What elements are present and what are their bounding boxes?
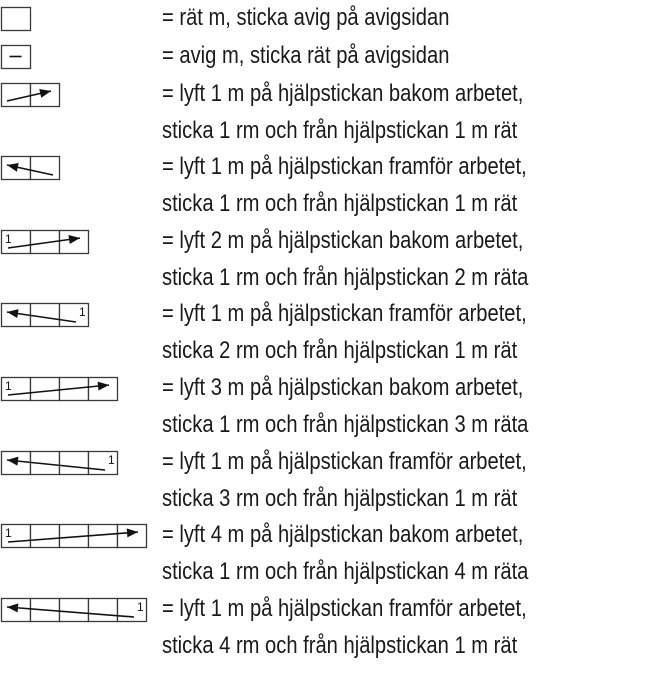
symbol-5 <box>2 231 89 254</box>
legend-text-4-2: sticka 1 rm och från hjälpstickan 1 m rät <box>162 190 518 217</box>
legend-text-8-1: = lyft 1 m på hjälpstickan framför arbetet, <box>162 448 527 475</box>
symbol-9 <box>2 525 147 548</box>
stitch-count-label: 1 <box>79 305 86 319</box>
symbol-2 <box>2 46 31 69</box>
legend-text-2-1: = avig m, sticka rät på avigsidan <box>162 42 450 69</box>
legend-text-9-2: sticka 1 rm och från hjälpstickan 4 m räta <box>162 558 529 585</box>
symbol-10 <box>2 599 147 622</box>
symbol-cell <box>118 525 147 548</box>
symbol-4 <box>2 157 60 180</box>
legend-text-5-2: sticka 1 rm och från hjälpstickan 2 m räta <box>162 264 529 291</box>
stitch-count-label: 1 <box>108 453 115 467</box>
symbol-cell <box>60 231 89 254</box>
stitch-count-label: 1 <box>5 379 12 393</box>
symbol-cell <box>31 378 60 401</box>
symbol-cell <box>89 599 118 622</box>
legend-text-8-2: sticka 3 rm och från hjälpstickan 1 m rät <box>162 485 518 512</box>
symbol-cell <box>60 599 89 622</box>
symbol-cell <box>60 452 89 475</box>
legend-text-9-1: = lyft 4 m på hjälpstickan bakom arbetet, <box>162 521 524 548</box>
symbol-cell <box>89 378 118 401</box>
legend-text-4-1: = lyft 1 m på hjälpstickan framför arbetet, <box>162 153 527 180</box>
legend-text-10-2: sticka 4 rm och från hjälpstickan 1 m rät <box>162 632 518 659</box>
legend-text-5-1: = lyft 2 m på hjälpstickan bakom arbetet, <box>162 227 524 254</box>
symbol-cell <box>31 525 60 548</box>
stitch-count-label: 1 <box>5 526 12 540</box>
symbol-cell <box>31 157 60 180</box>
legend-text-1-1: = rät m, sticka avig på avigsidan <box>162 4 450 31</box>
legend-text-7-1: = lyft 3 m på hjälpstickan bakom arbetet, <box>162 374 524 401</box>
symbol-8 <box>2 452 118 475</box>
legend-text-7-2: sticka 1 rm och från hjälpstickan 3 m räta <box>162 411 529 438</box>
symbol-cell <box>2 8 31 31</box>
symbol-1 <box>2 8 31 31</box>
legend-text-10-1: = lyft 1 m på hjälpstickan framför arbetet, <box>162 595 527 622</box>
symbol-cell <box>2 84 31 107</box>
stitch-count-label: 1 <box>5 232 12 246</box>
legend-text-6-2: sticka 2 rm och från hjälpstickan 1 m rät <box>162 337 518 364</box>
symbol-cell <box>31 304 60 327</box>
legend-text-3-2: sticka 1 rm och från hjälpstickan 1 m rät <box>162 117 518 144</box>
stitch-count-label: 1 <box>137 600 144 614</box>
symbol-3 <box>2 84 60 107</box>
legend-text-6-1: = lyft 1 m på hjälpstickan framför arbetet, <box>162 300 527 327</box>
legend-text-3-1: = lyft 1 m på hjälpstickan bakom arbetet, <box>162 80 524 107</box>
symbol-7 <box>2 378 118 401</box>
symbol-6 <box>2 304 89 327</box>
